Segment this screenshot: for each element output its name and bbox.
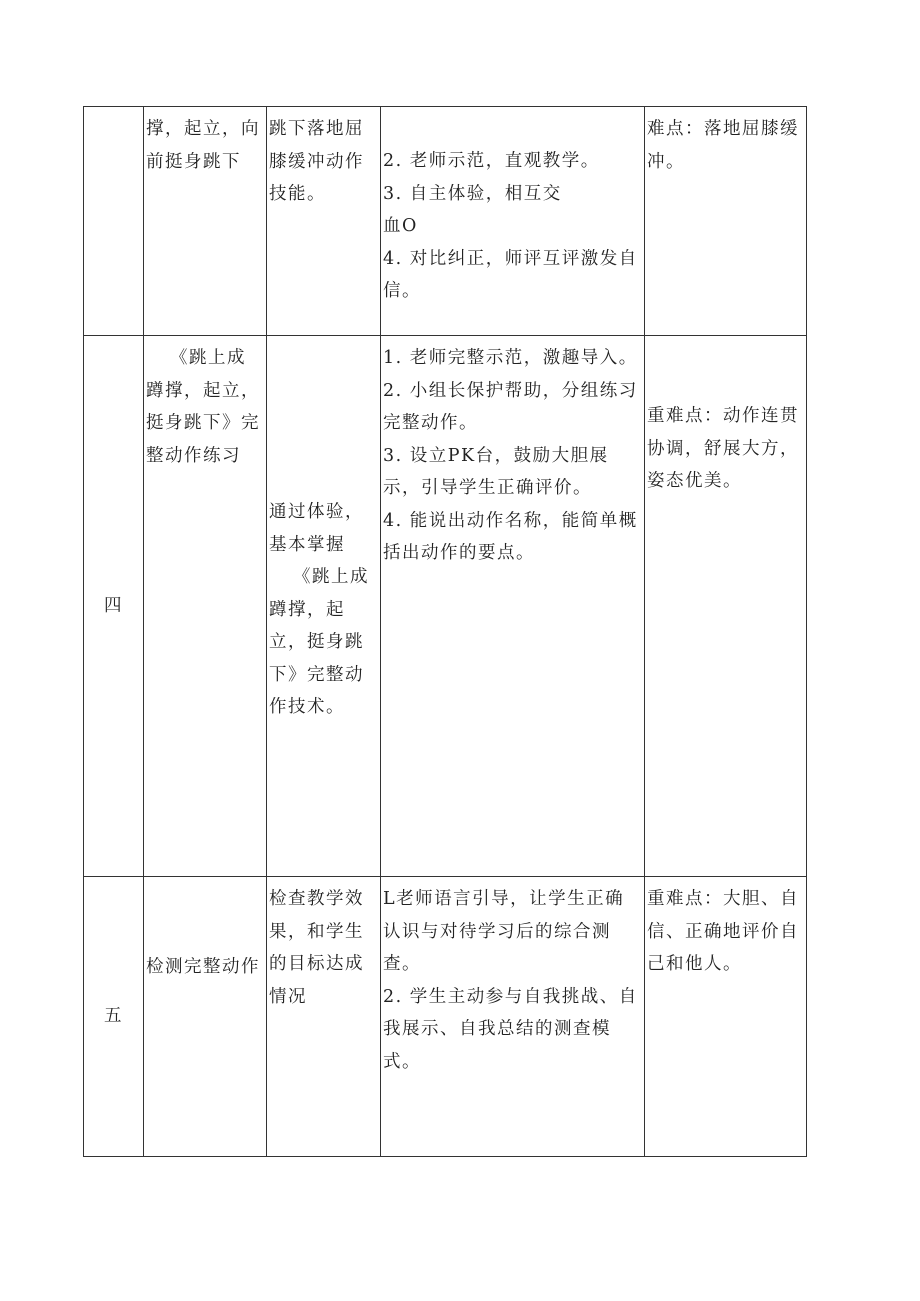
content-cell (144, 336, 267, 877)
goal-cell (267, 107, 381, 336)
goal-cell (267, 336, 381, 877)
method-item: L老师语言引导，让学生正确认识与对待学习后的综合测查。 (383, 889, 625, 974)
key-points-text: 难点：落地屈膝缓冲。 (647, 119, 799, 172)
key-points-cell (645, 336, 807, 877)
content-cell (144, 877, 267, 1157)
goal-text: 跳下落地屈膝缓冲动作技能。 (269, 119, 364, 204)
key-points-text: 重难点：动作连贯协调，舒展大方，姿态优美。 (647, 406, 799, 491)
method-item: 3. 自主体验，相互交 (383, 183, 562, 204)
table-row (84, 107, 807, 336)
content-text: 检测完整动作 (146, 957, 260, 977)
method-item: 2. 老师示范，直观教学。 (383, 151, 600, 171)
methods-cell (381, 877, 645, 1157)
content-text: 撑，起立，向前挺身跳下 (146, 119, 260, 172)
method-item: 4. 能说出动作名称，能简单概括出动作的要点。 (383, 510, 638, 563)
method-item: 3. 设立PK台，鼓励大胆展示，引导学生正确评价。 (383, 445, 609, 498)
step-number-cell (84, 336, 144, 877)
key-points-cell (645, 107, 807, 336)
table-row (84, 336, 807, 877)
step-number: 四 (104, 595, 123, 616)
method-item: 2. 小组长保护帮助，分组练习完整动作。 (383, 380, 638, 433)
step-number: 五 (104, 1006, 123, 1027)
content-cell (144, 107, 267, 336)
method-item: 4. 对比纠正，师评互评激发自信。 (383, 248, 638, 301)
goal-text: 通过体验，基本掌握 (269, 502, 364, 555)
goal-text: 检查教学效果，和学生的目标达成情况 (269, 889, 364, 1007)
step-number-cell (84, 877, 144, 1157)
lesson-plan-table (83, 106, 807, 1157)
method-item: 血O (383, 216, 418, 236)
method-item: 2. 学生主动参与自我挑战、自我展示、自我总结的测查模式。 (383, 986, 638, 1072)
goal-text: 《跳上成蹲撑，起立，挺身跳下》完整动作技术。 (269, 567, 369, 717)
table-row (84, 877, 807, 1157)
key-points-cell (645, 877, 807, 1157)
step-number-cell (84, 107, 144, 336)
goal-cell (267, 877, 381, 1157)
content-text: 《跳上成蹲撑，起立，挺身跳下》完整动作练习 (146, 348, 260, 466)
methods-cell (381, 336, 645, 877)
methods-cell (381, 107, 645, 336)
key-points-text: 重难点：大胆、自信、正确地评价自己和他人。 (647, 889, 799, 974)
method-item: 1. 老师完整示范，激趣导入。 (383, 348, 638, 368)
